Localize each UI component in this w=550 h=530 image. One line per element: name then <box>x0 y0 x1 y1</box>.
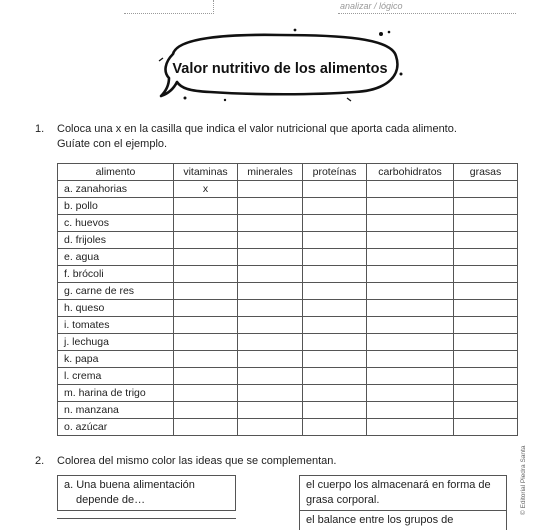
header-stub-left <box>124 0 214 3</box>
header-rule-right <box>338 13 516 14</box>
publisher-credit: © Editorial Piedra Santa <box>520 445 527 515</box>
cell-carbohidratos[interactable] <box>367 385 454 402</box>
cell-vitaminas[interactable] <box>174 266 238 283</box>
cell-grasas[interactable] <box>454 334 518 351</box>
cell-minerales[interactable] <box>238 232 303 249</box>
cell-proteinas[interactable] <box>303 385 367 402</box>
cell-minerales[interactable] <box>238 351 303 368</box>
table-header-row <box>58 164 518 181</box>
cell-minerales[interactable] <box>238 181 303 198</box>
cell-grasas[interactable] <box>454 283 518 300</box>
table-row <box>58 198 518 215</box>
table-row <box>58 385 518 402</box>
cell-minerales[interactable] <box>238 402 303 419</box>
food-name: e. agua <box>58 249 174 266</box>
cell-carbohidratos[interactable] <box>367 266 454 283</box>
table-row <box>58 334 518 351</box>
title-banner <box>155 28 405 106</box>
table-row <box>58 249 518 266</box>
match-right-line2: grasa corporal. <box>306 494 380 506</box>
match-left-divider <box>57 518 236 519</box>
food-name: j. lechuga <box>58 334 174 351</box>
col-header-vitaminas: vitaminas <box>174 164 238 181</box>
cell-proteinas[interactable] <box>303 300 367 317</box>
cell-vitaminas[interactable] <box>174 215 238 232</box>
cell-grasas[interactable] <box>454 249 518 266</box>
food-name: g. carne de res <box>58 283 174 300</box>
cell-carbohidratos[interactable] <box>367 232 454 249</box>
col-header-carbohidratos: carbohidratos <box>367 164 454 181</box>
cell-vitaminas[interactable] <box>174 419 238 436</box>
match-right-line3: el balance entre los grupos de <box>306 514 454 526</box>
cell-carbohidratos[interactable] <box>367 419 454 436</box>
food-name: b. pollo <box>58 198 174 215</box>
header-separator <box>213 0 214 14</box>
skill-tag: analizar / lógico <box>340 1 403 11</box>
cell-minerales[interactable] <box>238 300 303 317</box>
cell-grasas[interactable] <box>454 215 518 232</box>
col-header-grasas: grasas <box>454 164 518 181</box>
match-box-right-2[interactable] <box>299 510 507 530</box>
table-row <box>58 266 518 283</box>
food-name: m. harina de trigo <box>58 385 174 402</box>
food-name: i. tomates <box>58 317 174 334</box>
cell-grasas[interactable] <box>454 402 518 419</box>
food-name: k. papa <box>58 351 174 368</box>
cell-minerales[interactable] <box>238 334 303 351</box>
cell-vitaminas[interactable] <box>174 300 238 317</box>
table-row <box>58 419 518 436</box>
cell-grasas[interactable] <box>454 317 518 334</box>
question-2-number: 2. <box>35 455 45 467</box>
cell-minerales[interactable] <box>238 249 303 266</box>
cell-carbohidratos[interactable] <box>367 283 454 300</box>
food-name: o. azúcar <box>58 419 174 436</box>
cell-vitaminas[interactable] <box>174 368 238 385</box>
cell-proteinas[interactable] <box>303 351 367 368</box>
cell-vitaminas[interactable] <box>174 334 238 351</box>
cell-minerales[interactable] <box>238 317 303 334</box>
cell-minerales[interactable] <box>238 215 303 232</box>
food-name: f. brócoli <box>58 266 174 283</box>
cell-proteinas[interactable] <box>303 419 367 436</box>
question-2-text: Colorea del mismo color las ideas que se complementan. <box>57 455 337 467</box>
cell-carbohidratos[interactable] <box>367 317 454 334</box>
cell-carbohidratos[interactable] <box>367 215 454 232</box>
cell-grasas[interactable] <box>454 300 518 317</box>
cell-vitaminas[interactable] <box>174 283 238 300</box>
table-row <box>58 402 518 419</box>
cell-grasas[interactable] <box>454 198 518 215</box>
cell-proteinas[interactable] <box>303 232 367 249</box>
match-right-line1: el cuerpo los almacenará en forma de <box>306 479 491 491</box>
food-name: h. queso <box>58 300 174 317</box>
cell-carbohidratos[interactable] <box>367 249 454 266</box>
nutrition-table <box>57 163 518 436</box>
match-left-line2: depende de… <box>76 494 146 506</box>
table-row <box>58 351 518 368</box>
cell-carbohidratos[interactable] <box>367 181 454 198</box>
cell-vitaminas[interactable] <box>174 402 238 419</box>
col-header-alimento: alimento <box>58 164 174 181</box>
match-box-right[interactable] <box>299 475 507 511</box>
cell-proteinas[interactable] <box>303 368 367 385</box>
cell-proteinas[interactable] <box>303 317 367 334</box>
cell-grasas[interactable] <box>454 368 518 385</box>
cell-grasas[interactable] <box>454 232 518 249</box>
col-header-proteinas: proteínas <box>303 164 367 181</box>
table-row <box>58 300 518 317</box>
header-rule-left <box>124 13 214 14</box>
cell-proteinas[interactable] <box>303 249 367 266</box>
cell-proteinas[interactable] <box>303 266 367 283</box>
cell-grasas[interactable] <box>454 181 518 198</box>
cell-vitaminas[interactable] <box>174 351 238 368</box>
table-row <box>58 368 518 385</box>
table-row <box>58 317 518 334</box>
table-row <box>58 283 518 300</box>
cell-vitaminas[interactable] <box>174 317 238 334</box>
cell-vitaminas[interactable] <box>174 198 238 215</box>
cell-grasas[interactable] <box>454 266 518 283</box>
cell-carbohidratos[interactable] <box>367 198 454 215</box>
cell-grasas[interactable] <box>454 419 518 436</box>
cell-carbohidratos[interactable] <box>367 351 454 368</box>
match-box-left[interactable] <box>57 475 236 511</box>
food-name: d. frijoles <box>58 232 174 249</box>
cell-vitaminas[interactable] <box>174 385 238 402</box>
table-row <box>58 181 518 198</box>
question-1-number: 1. <box>35 123 45 135</box>
cell-minerales[interactable] <box>238 198 303 215</box>
cell-grasas[interactable] <box>454 351 518 368</box>
cell-minerales[interactable] <box>238 419 303 436</box>
cell-proteinas[interactable] <box>303 283 367 300</box>
cell-minerales[interactable] <box>238 283 303 300</box>
cell-carbohidratos[interactable] <box>367 300 454 317</box>
cell-minerales[interactable] <box>238 385 303 402</box>
cell-carbohidratos[interactable] <box>367 334 454 351</box>
cell-proteinas[interactable] <box>303 215 367 232</box>
page-title: Valor nutritivo de los alimentos <box>172 61 388 77</box>
cell-proteinas[interactable] <box>303 181 367 198</box>
cell-proteinas[interactable] <box>303 402 367 419</box>
question-1-line2: Guíate con el ejemplo. <box>57 138 168 150</box>
cell-proteinas[interactable] <box>303 334 367 351</box>
food-name: a. zanahorias <box>58 181 174 198</box>
cell-vitaminas[interactable]: x <box>174 181 238 198</box>
table-row <box>58 232 518 249</box>
cell-vitaminas[interactable] <box>174 232 238 249</box>
match-left-line1: a. Una buena alimentación <box>64 479 195 491</box>
cell-grasas[interactable] <box>454 385 518 402</box>
col-header-minerales: minerales <box>238 164 303 181</box>
food-name: l. crema <box>58 368 174 385</box>
cell-carbohidratos[interactable] <box>367 402 454 419</box>
table-row <box>58 215 518 232</box>
cell-carbohidratos[interactable] <box>367 368 454 385</box>
cell-minerales[interactable] <box>238 368 303 385</box>
cell-minerales[interactable] <box>238 266 303 283</box>
food-name: n. manzana <box>58 402 174 419</box>
cell-vitaminas[interactable] <box>174 249 238 266</box>
food-name: c. huevos <box>58 215 174 232</box>
question-1-line1: Coloca una x en la casilla que indica el valor nutricional que aporta cada alimento. <box>57 123 457 135</box>
cell-proteinas[interactable] <box>303 198 367 215</box>
